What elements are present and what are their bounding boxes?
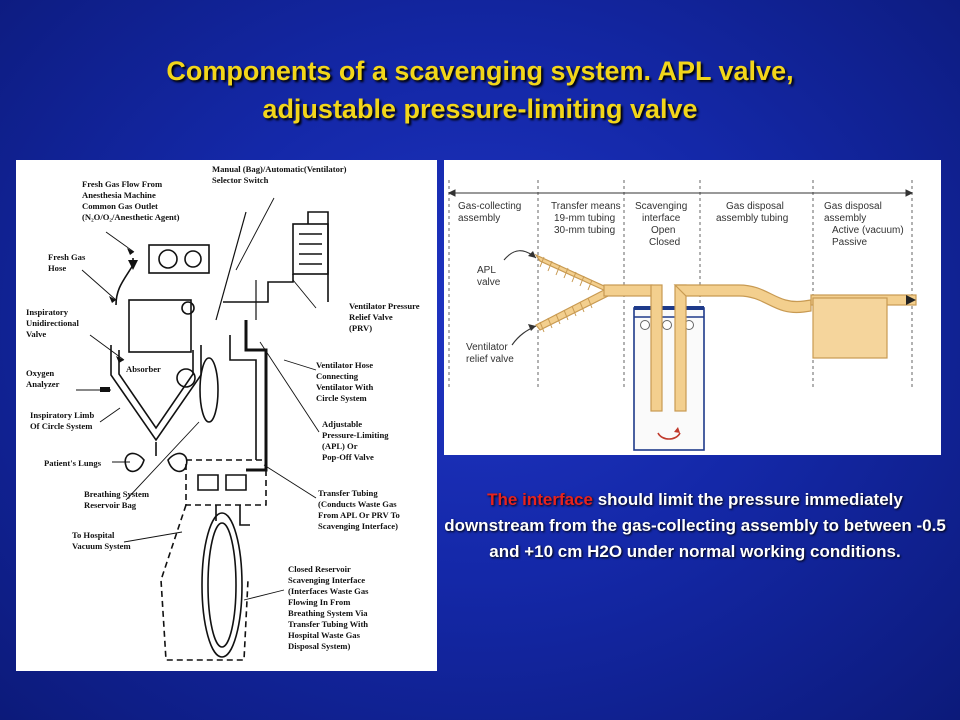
label-vent-prv: Ventilator Pressure Relief Valve (PRV) — [349, 301, 420, 333]
segment-label-1: Gas-collecting assembly — [458, 201, 522, 224]
ventilator-relief-label: Ventilator relief valve — [466, 342, 514, 365]
apl-valve-label: APL valve — [477, 265, 501, 288]
circle-hose-y — [111, 345, 201, 440]
slide-title — [60, 52, 900, 128]
anesthesia-circuit-diagram — [16, 160, 437, 671]
title-line-1: Components of a scavenging system. APL valve, — [166, 56, 794, 86]
caption-highlight: The interface — [487, 490, 593, 509]
label-transfer-tubing: Transfer Tubing (Conducts Waste Gas From APL Or PRV To Scavenging Interface) — [318, 488, 400, 531]
label-fresh-gas-flow: Fresh Gas Flow From Anesthesia Machine Common Gas Outlet (N₂O/O₂/Anesthetic Agent) — [82, 179, 180, 222]
label-oxygen-analyzer: Oxygen Analyzer — [26, 368, 60, 389]
scavenging-segments-diagram — [444, 160, 941, 455]
label-patients-lungs: Patient's Lungs — [44, 458, 102, 468]
label-inspiratory-limb: Inspiratory Limb Of Circle System — [30, 410, 95, 431]
reservoir-bag-shape — [200, 358, 218, 422]
segment-label-2: Transfer means 19-mm tubing 30-mm tubing — [551, 201, 621, 236]
segment-label-4: Gas disposal assembly tubing — [716, 201, 789, 224]
caption-rest: should limit the pressure immediately downstream from the gas-collecting assembly to between -0.5 and +10 cm H2O under normal working conditions. — [444, 490, 946, 561]
segment-label-5: Gas disposal assembly Active (vacuum) Passive — [824, 201, 904, 248]
vent-hole-icon — [641, 321, 650, 330]
circuit-schematic — [16, 160, 437, 671]
oxygen-sensor-block — [100, 387, 110, 392]
title-line-2: adjustable pressure-limiting valve — [262, 94, 698, 124]
label-hospital-vacuum: To Hospital Vacuum System — [72, 530, 131, 551]
label-apl: Adjustable Pressure-Limiting (APL) Or Pop-Off Valve — [322, 419, 389, 462]
monitor-box — [149, 245, 209, 273]
label-fresh-gas-hose: Fresh Gas Hose — [48, 252, 86, 273]
scavenging-schematic — [444, 160, 941, 455]
label-closed-reservoir: Closed Reservoir Scavenging Interface (Interfaces Waste Gas Flowing In From Breathing System Via Transfer Tubing With Hospital Waste Gas Disposal System) — [288, 564, 369, 651]
label-vent-hose: Ventilator Hose Connecting Ventilator With Circle System — [316, 360, 374, 403]
segment-label-3: Scavenging interface Open Closed — [635, 201, 688, 248]
label-inspiratory-valve: Inspiratory Unidirectional Valve — [26, 307, 79, 339]
gas-disposal-box — [813, 298, 887, 358]
vent-hole-icon — [663, 321, 672, 330]
label-absorber: Absorber — [126, 364, 161, 374]
label-selector: Manual (Bag)/Automatic(Ventilator) Selector Switch — [212, 164, 347, 185]
label-reservoir-bag: Breathing System Reservoir Bag — [84, 489, 150, 510]
caption-text — [442, 487, 948, 565]
